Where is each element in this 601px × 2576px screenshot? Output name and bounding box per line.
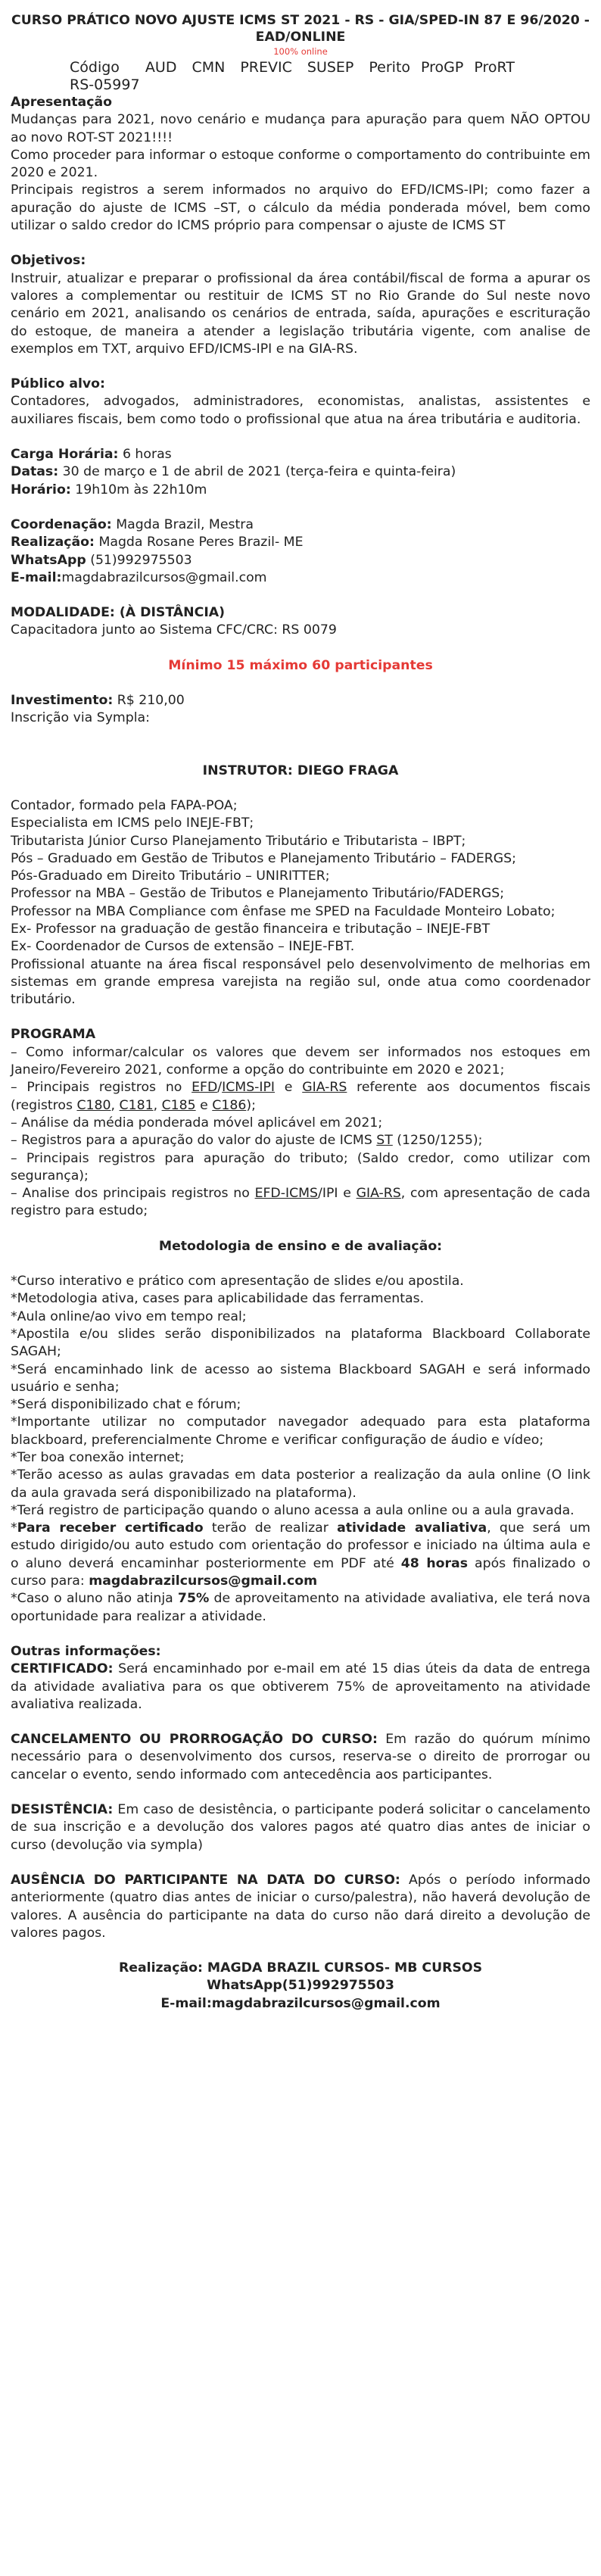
apresentacao-paragraph: Principais registros a serem informados no arquivo do EFD/ICMS-IPI; como fazer a apuração do ajuste de ICMS –ST, o cálculo da média ponderada móvel, bem como utilizar o saldo credor do ICMS próprio para compensar o ajuste de ICMS ST [11, 182, 590, 234]
desistencia-text: Em caso de desistência, o participante poderá solicitar o cancelamento de sua inscrição e a devolução dos valores pagos até quatro dias antes de iniciar o curso (devolução via sympla) [11, 1802, 590, 1853]
outras-heading: Outras informações: [11, 1643, 161, 1659]
footer-whatsapp: WhatsApp(51)992975503 [207, 1978, 394, 1994]
metodologia-item: *Aula online/ao vivo em tempo real; [11, 1308, 247, 1324]
instrutor-line: Ex- Professor na graduação de gestão financeira e tributação – INEJE-FBT [11, 921, 490, 937]
metodologia-bold: 48 horas [400, 1555, 469, 1571]
metodologia-item [11, 1520, 590, 1590]
instrutor-line: Pós-Graduado em Direito Tributário – UNIRITTER; [11, 869, 330, 884]
efd-link[interactable]: EFD [192, 1080, 218, 1096]
metodologia-item: *Será encaminhado link de acesso ao sistema Blackboard SAGAH e será informado usuário e senha; [11, 1361, 590, 1395]
whats-label: WhatsApp [11, 552, 86, 568]
metodologia-text: terão de realizar [203, 1520, 338, 1536]
codigo-label: Código [70, 59, 120, 76]
instrutor-line: Tributarista Júnior Curso Planejamento Tributário e Tributarista – IBPT; [11, 833, 466, 849]
c185-link[interactable]: C185 [161, 1097, 196, 1113]
codigo-item: ProRT [474, 59, 515, 76]
st-link[interactable]: ST [376, 1133, 393, 1149]
programa-item: – Principais registros para apuração do tributo; (Saldo credor, como utilizar com segurança); [11, 1150, 590, 1184]
coord-label: Coordenação: [11, 516, 112, 532]
ausencia-text: Após o período informado anteriormente (quatro dias antes de iniciar o curso/palestra), não haverá devolução de valores. A ausência do participante na data do curso não dará direito a devolução de valores pagos. [11, 1872, 591, 1941]
instrutor-line: Pós – Graduado em Gestão de Tributos e Planejamento Tributário – FADERGS; [11, 850, 516, 866]
inscricao: Inscrição via Sympla: [11, 710, 150, 726]
metodologia-item: *Importante utilizar no computador navegador adequado para esta plataforma blackboard, preferencialmente Chrome e verificar configuração de áudio e vídeo; [11, 1414, 590, 1448]
c180-link[interactable]: C180 [76, 1097, 111, 1113]
invest-label: Investimento: [11, 693, 114, 709]
publico-heading: Público alvo: [11, 376, 105, 392]
desistencia-label: DESISTÊNCIA: [11, 1802, 114, 1818]
course-page [11, 0, 590, 2013]
carga-horaria [11, 446, 590, 463]
instrutor-line: Contador, formado pela FAPA-POA; [11, 797, 238, 813]
codigo-row [11, 59, 590, 94]
course-title: CURSO PRÁTICO NOVO AJUSTE ICMS ST 2021 - RS - GIA/SPED-IN 87 E 96/2020 - EAD/ONLINE [11, 13, 590, 45]
efd-icms-link[interactable]: EFD-ICMS [254, 1186, 319, 1202]
metodologia-text: após finalizado o curso para: [11, 1555, 590, 1589]
c181-link[interactable]: C181 [119, 1097, 154, 1113]
desistencia-info [11, 1801, 590, 1854]
programa-text: , [153, 1097, 162, 1113]
capacitadora: Capacitadora junto ao Sistema CFC/CRC: RS 0079 [11, 622, 337, 638]
metodologia-bold: atividade avaliativa [337, 1520, 487, 1536]
metodologia-bold: Para receber certificado [17, 1520, 204, 1536]
cancelamento-info [11, 1731, 590, 1784]
programa-text: referente aos documentos fiscais (registros [11, 1080, 590, 1113]
whats-value: (51)992975503 [86, 552, 192, 568]
datas-label: Datas: [11, 464, 59, 480]
metodologia-bold: 75% [177, 1591, 210, 1607]
metodologia-text: * [11, 1520, 17, 1536]
objetivos-text: Instruir, atualizar e preparar o profissional da área contábil/fiscal de forma a apurar os valores a complementar ou restituir de ICMS ST no Rio Grande do Sul neste novo cenário em 2021, analisando os cenários de entrada, saída, apurações e escrituração do estoque, de maneira a atender a legislação tributária vigente, com analise de exemplos em TXT, arquivo EFD/ICMS-IPI e na GIA-RS. [11, 270, 590, 357]
programa-text: e [275, 1080, 303, 1096]
horario-label: Horário: [11, 482, 71, 497]
codigo-item: SUSEP [307, 59, 354, 76]
metodologia-item: *Terão acesso as aulas gravadas em data posterior a realização da aula online (O link da aula gravada será disponibilizado na plataforma). [11, 1467, 590, 1501]
apresentacao-paragraph: Mudanças para 2021, novo cenário e mudança para apuração para quem NÃO OPTOU ao novo ROT-ST 2021!!!! [11, 112, 590, 145]
whatsapp [11, 552, 590, 569]
real-value: Magda Rosane Peres Brazil- ME [94, 535, 304, 550]
email-label: E-mail: [11, 569, 62, 585]
metodologia-item: *Metodologia ativa, cases para aplicabilidade das ferramentas. [11, 1291, 425, 1307]
gia-rs-link[interactable]: GIA-RS [302, 1080, 347, 1096]
instrutor-line: Professor na MBA Compliance com ênfase me SPED na Faculdade Monteiro Lobato; [11, 903, 556, 919]
certificado-info [11, 1661, 590, 1714]
horario-value: 19h10m às 22h10m [70, 482, 207, 497]
objetivos-heading: Objetivos: [11, 253, 86, 269]
invest-value: R$ 210,00 [113, 693, 185, 709]
cancelamento-text: Em razão do quórum mínimo necessário para o desenvolvimento dos cursos, reserva-se o direito de prorrogar ou cancelar o evento, sendo informado com antecedência aos participantes. [11, 1732, 590, 1782]
instrutor-profile: Profissional atuante na área fiscal responsável pelo desenvolvimento de melhorias em sistemas em grande empresa varejista na região sul, onde atua como coordenador tributário. [11, 956, 590, 1008]
codigo-item: ProGP [421, 59, 464, 76]
programa-text: – Analise dos principais registros no [11, 1186, 255, 1202]
modalidade: MODALIDADE: (À DISTÂNCIA) [11, 605, 226, 621]
metodologia-item: *Curso interativo e prático com apresentação de slides e/ou apostila. [11, 1274, 464, 1290]
carga-value: 6 horas [118, 447, 172, 463]
programa-text: (1250/1255); [392, 1133, 483, 1149]
codigo-item: Perito [369, 59, 411, 76]
certificado-text: Será encaminhado por e-mail em até 15 dias úteis da data de entrega da atividade avaliativa para os que obtiverem 75% de aproveitamento na atividade avaliativa realizada. [11, 1661, 590, 1712]
carga-label: Carga Horária: [11, 447, 119, 463]
apresentacao-heading: Apresentação [11, 95, 112, 110]
publico-text: Contadores, advogados, administradores, economistas, analistas, assistentes e auxiliares fiscais, bem como todo o profissional que atua na área tributária e auditoria. [11, 394, 590, 427]
programa-text: – Registros para a apuração do valor do ajuste de ICMS [11, 1133, 377, 1149]
apresentacao-paragraph: Como proceder para informar o estoque conforme o comportamento do contribuinte em 2020 e 2021. [11, 147, 590, 181]
metodologia-heading: Metodologia de ensino e de avaliação: [158, 1238, 443, 1254]
programa-text: ); [246, 1097, 256, 1113]
participantes-notice: Mínimo 15 máximo 60 participantes [168, 657, 433, 673]
programa-item [11, 1185, 590, 1221]
footer-realizacao: Realização: MAGDA BRAZIL CURSOS- MB CURSOS [118, 1960, 483, 1976]
online-badge: 100% online [273, 46, 328, 57]
programa-text: , com apresentação de cada registro para estudo; [11, 1186, 590, 1219]
programa-heading: PROGRAMA [11, 1027, 96, 1043]
codigo-item: PREVIC [240, 59, 292, 76]
ausencia-label: AUSÊNCIA DO PARTICIPANTE NA DATA DO CURSO: [11, 1872, 400, 1888]
real-label: Realização: [11, 535, 95, 550]
realizacao [11, 534, 590, 551]
programa-text: e [195, 1097, 213, 1113]
coordenacao [11, 516, 590, 534]
ausencia-info [11, 1872, 590, 1942]
datas [11, 463, 590, 481]
metodologia-text: de aproveitamento na atividade avaliativa, ele terá nova oportunidade para realizar a atividade. [11, 1591, 590, 1624]
metodologia-item: *Será disponibilizado chat e fórum; [11, 1397, 241, 1413]
metodologia-item: *Apostila e/ou slides serão disponibilizados na plataforma Blackboard Collaborate SAGAH; [11, 1326, 590, 1360]
c186-link[interactable]: C186 [212, 1097, 247, 1113]
programa-text: – Principais registros no [11, 1080, 192, 1096]
programa-item: – Análise da média ponderada móvel aplicável em 2021; [11, 1115, 383, 1131]
instrutor-heading: INSTRUTOR: DIEGO FRAGA [202, 763, 399, 778]
email [11, 569, 590, 587]
codigo-code: RS-05997 [70, 76, 140, 93]
metodologia-item [11, 1590, 590, 1626]
investimento [11, 692, 590, 709]
instrutor-line: Especialista em ICMS pelo INEJE-FBT; [11, 816, 254, 831]
programa-text: /IPI e [318, 1186, 357, 1202]
codigo-item: AUD [145, 59, 177, 76]
codigo-item: CMN [192, 59, 226, 76]
coord-value: Magda Brazil, Mestra [111, 516, 254, 532]
programa-item [11, 1079, 590, 1115]
metodologia-text: *Caso o aluno não atinja [11, 1591, 178, 1607]
programa-text: / [217, 1080, 223, 1096]
email-value: magdabrazilcursos@gmail.com [61, 569, 267, 585]
datas-value: 30 de março e 1 de abril de 2021 (terça-feira e quinta-feira) [58, 464, 456, 480]
programa-text: , [111, 1097, 120, 1113]
instrutor-line: Ex- Coordenador de Cursos de extensão – INEJE-FBT. [11, 939, 355, 955]
programa-item [11, 1132, 590, 1149]
instrutor-line: Professor na MBA – Gestão de Tributos e Planejamento Tributário/FADERGS; [11, 886, 505, 902]
horario [11, 482, 590, 499]
gia-rs-link[interactable]: GIA-RS [356, 1186, 401, 1202]
certificado-label: CERTIFICADO: [11, 1661, 114, 1677]
programa-item: – Como informar/calcular os valores que devem ser informados nos estoques em Janeiro/Fevereiro 2021, conforme a opção do contribuinte em 2020 e 2021; [11, 1044, 590, 1078]
footer-email: E-mail:magdabrazilcursos@gmail.com [160, 1995, 441, 2011]
cancelamento-label: CANCELAMENTO OU PRORROGAÇÃO DO CURSO: [11, 1732, 378, 1748]
metodologia-email: magdabrazilcursos@gmail.com [89, 1573, 318, 1589]
metodologia-item: *Ter boa conexão internet; [11, 1450, 185, 1465]
icms-ipi-link[interactable]: ICMS-IPI [222, 1080, 276, 1096]
metodologia-item: *Terá registro de participação quando o aluno acessa a aula online ou a aula gravada. [11, 1502, 575, 1518]
metodologia-text: , que será um estudo dirigido/ou auto estudo com orientação do professor e iniciado na última aula e o aluno deverá encaminhar posteriormente em PDF até [11, 1520, 590, 1571]
